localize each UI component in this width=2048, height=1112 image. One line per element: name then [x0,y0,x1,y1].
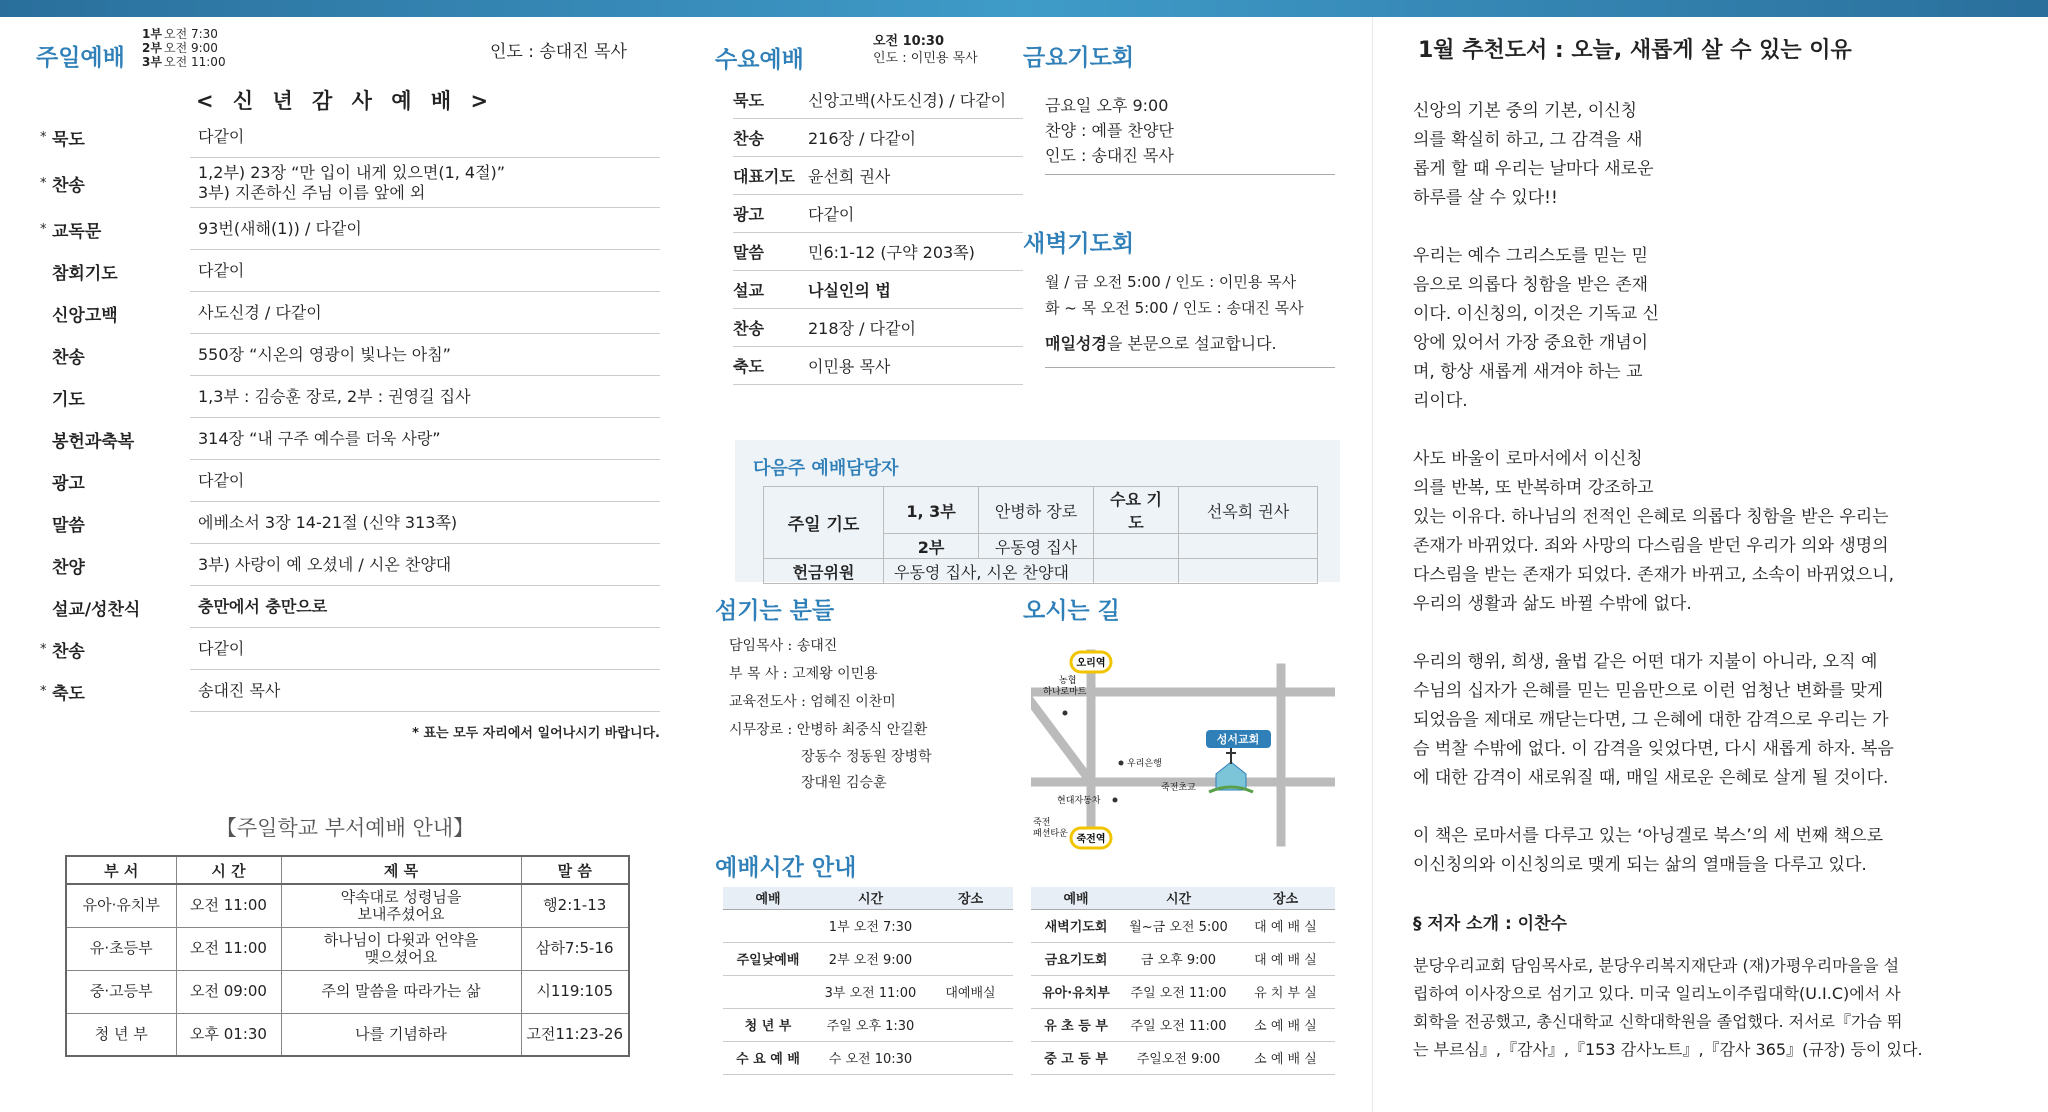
order-label: 교독문 [52,221,102,242]
duty-offering-label: 헌금위원 [764,559,884,584]
order-value: 1,2부) 23장 “만 입이 내게 있으면(1, 4절)” 3부) 지존하신 주님 이름 앞에 외 [190,158,660,208]
school-cell: 시119:105 [521,970,629,1013]
school-cell: 삼하7:5-16 [521,927,629,970]
servant-line: 부 목 사 : 고제왕 이민용 [729,666,878,682]
duty-sunday-label: 주일 기도 [764,487,884,559]
times-cell [723,909,813,942]
author-title: § 저자 소개 : 이찬수 [1413,914,1567,934]
stand-marker: * [40,641,47,657]
duty-title: 다음주 예배담당자 [753,458,899,479]
station-label: 오리역 [1076,658,1106,669]
wednesday-label: 찬송 [733,319,764,338]
times-row [1031,909,1335,942]
friday-info [1045,93,1335,175]
sunday-times [142,27,226,69]
order-row [40,502,660,544]
times-cell: 주일 오후 1:30 [813,1008,928,1041]
order-value: 충만에서 충만으로 [190,586,660,628]
times-cell [928,942,1013,975]
order-value: 사도신경 / 다같이 [190,292,660,334]
school-cell: 고전11:23-26 [521,1013,629,1056]
times-row [723,1041,1013,1074]
times-header: 장소 [928,887,1013,909]
school-label: 죽전초교 [1161,783,1196,793]
order-label: 축도 [52,683,85,704]
dawn-note [1045,331,1335,357]
duty-empty-cell [1094,534,1179,559]
servant-line: 장대원 김승훈 [801,775,887,791]
times-cell [928,1041,1013,1074]
church-icon [1209,748,1253,792]
bank-dot [1119,761,1124,766]
wednesday-row [733,271,1023,309]
servant-line: 시무장로 : 안병하 최중식 안길환 [729,722,928,738]
order-label: 묵도 [52,129,85,150]
school-section-title: 【주일학교 부서예배 안내】 [215,816,475,840]
sunday-title: 주일예배 [36,45,125,71]
order-row [40,376,660,418]
times-row [723,942,1013,975]
servant-line: 담임목사 : 송대진 [729,638,838,654]
servants-list [729,632,932,796]
mart-label-line: 농협 [1059,676,1077,686]
duty-name: 안병하 장로 [979,487,1094,534]
stand-marker: * [40,221,47,237]
book-paragraph: 우리는 예수 그리스도를 믿는 믿 음으로 의롭다 칭함을 받은 존재 이다. 이신칭의, 이것은 기독교 신 앙에 있어서 가장 중요한 개념이 며, 항상 새롭게 새겨야 하는 교 리이다. [1413,246,1659,411]
order-value: 314장 “내 구주 예수를 더욱 사랑” [190,418,660,460]
order-value: 다같이 [190,460,660,502]
dawn-title: 새벽기도회 [1023,231,1135,257]
order-row [40,116,660,158]
town-label-line: 죽전 [1033,818,1051,828]
duty-box [735,440,1340,582]
order-label: 참회기도 [52,263,118,284]
duty-empty-cell [1179,534,1318,559]
order-value: 1,3부 : 김승훈 장로, 2부 : 권영길 집사 [190,376,660,418]
servant-line: 교육전도사 : 엄혜진 이찬미 [729,694,896,710]
times-header: 예배 [1031,887,1121,909]
order-row [40,544,660,586]
times-header: 시간 [1121,887,1236,909]
order-row [40,460,660,502]
order-label: 광고 [52,473,85,494]
order-value: 다같이 [190,250,660,292]
times-row [723,909,1013,942]
times-row [1031,1041,1335,1074]
order-value: 93번(새해(1)) / 다같이 [190,208,660,250]
friday-line: 금요일 오후 9:00 [1045,96,1169,115]
order-row [40,334,660,376]
times-cell [928,1008,1013,1041]
stand-marker: * [40,175,47,191]
mart-dot [1063,711,1068,716]
daily-bible-word: 매일성경 [1045,334,1107,353]
wednesday-value: 다같이 [808,205,855,224]
times-cell: 중 고 등 부 [1031,1041,1121,1074]
order-value: 다같이 [190,628,660,670]
car-label: 현대자동차 [1057,796,1101,806]
times-cell: 대 예 배 실 [1236,909,1335,942]
school-row [66,1013,629,1056]
times-cell: 주일오전 9:00 [1121,1041,1236,1074]
wednesday-value: 218장 / 다같이 [808,319,916,338]
order-value: 다같이 [190,116,660,158]
school-cell: 청 년 부 [66,1013,176,1056]
school-header: 부 서 [66,856,176,884]
times-cell [723,975,813,1008]
order-label: 말씀 [52,515,85,536]
author-body: 분당우리교회 담임목사로, 분당우리복지재단과 (재)가평우리마을을 설 립하여 이사장으로 섬기고 있다. 미국 일리노이주립대학(U.I.C)에서 사 회학을 전공했고, 총신대학교 신학대학원을 졸업했다. 저서로『가슴 뛰 는 부르심』,『감사』,『153 감사노트』,『감사 365』(규장) 등이 있다. [1413,956,1923,1059]
wednesday-value: 신앙고백(사도신경) / 다같이 [808,91,1007,110]
duty-wed-name: 선옥희 권사 [1179,487,1318,534]
wednesday-row [733,233,1023,271]
order-label: 봉헌과축복 [52,431,135,452]
wednesday-label: 대표기도 [733,167,795,186]
town-label-line: 패션타운 [1033,829,1068,839]
times-cell: 금요기도회 [1031,942,1121,975]
sunday-order-list [40,116,660,712]
times-cell: 주일낮예배 [723,942,813,975]
dawn-line: 월 / 금 오전 5:00 / 인도 : 이민용 목사 [1045,273,1297,291]
duty-part: 1, 3부 [884,487,979,534]
times-header: 예배 [723,887,813,909]
wednesday-label: 말씀 [733,243,764,262]
times-table-right [1031,887,1335,1075]
duty-wed-label: 수요 기도 [1094,487,1179,534]
dawn-info [1045,269,1335,368]
school-cell: 중·고등부 [66,970,176,1013]
order-label: 찬송 [52,347,85,368]
sunday-time-row: 1부 오전 7:30 [142,27,218,41]
top-banner-bar [0,0,2048,17]
times-title: 예배시간 안내 [715,855,857,881]
wednesday-row [733,195,1023,233]
times-cell: 청 년 부 [723,1008,813,1041]
times-cell: 유 초 등 부 [1031,1008,1121,1041]
school-cell: 주의 말씀을 따라가는 삶 [281,970,521,1013]
duty-name: 우동영 집사 [979,534,1094,559]
sunday-time-row: 2부 오전 9:00 [142,41,218,55]
order-row [40,208,660,250]
school-header: 제 목 [281,856,521,884]
duty-part: 2부 [884,534,979,559]
school-row [66,927,629,970]
dawn-note-rest: 을 본문으로 설교합니다. [1106,334,1277,353]
mart-label-line: 하나로마트 [1043,687,1087,697]
times-cell: 3부 오전 11:00 [813,975,928,1008]
order-label: 찬송 [52,175,85,196]
directions-map [1031,632,1335,862]
times-header: 장소 [1236,887,1335,909]
times-cell: 금 오후 9:00 [1121,942,1236,975]
wednesday-row [733,309,1023,347]
wednesday-value: 윤선희 권사 [808,167,891,186]
order-row [40,250,660,292]
book-paragraph: 사도 바울이 로마서에서 이신칭 의를 반복, 또 반복하며 강조하고 있는 이유다. 하나님의 전적인 은혜로 의롭다 칭함을 받은 우리는 존재가 바뀌었다. 죄와 사망의 다스림을 받던 우리가 의와 생명의 다스림을 받는 존재가 되었다. 존재가 바뀌고, 소속이 바뀌었으니, 우리의 생활과 삶도 바뀔 수밖에 없다. [1413,449,1895,614]
duty-table [763,486,1318,584]
times-cell: 대예배실 [928,975,1013,1008]
wednesday-row [733,81,1023,119]
wednesday-value: 나실인의 법 [808,281,891,300]
stand-marker: * [40,683,47,699]
dawn-line: 화 ~ 목 오전 5:00 / 인도 : 송대진 목사 [1045,299,1304,317]
bank-label: 우리은행 [1127,759,1162,769]
order-label: 신앙고백 [52,305,118,326]
school-cell: 유·초등부 [66,927,176,970]
times-row [723,975,1013,1008]
school-cell: 행2:1-13 [521,884,629,927]
times-row [1031,942,1335,975]
times-cell: 유아·유치부 [1031,975,1121,1008]
wednesday-value: 이민용 목사 [808,357,891,376]
times-cell: 월~금 오전 5:00 [1121,909,1236,942]
order-value: 에베소서 3장 14-21절 (신약 313쪽) [190,502,660,544]
school-row [66,970,629,1013]
book-column [1372,17,2048,1112]
service-title: < 신 년 감 사 예 배 > [195,89,495,113]
order-row [40,628,660,670]
sunday-leader: 인도 : 송대진 목사 [490,42,627,62]
wednesday-row [733,157,1023,195]
church-label: 성서교회 [1216,733,1260,746]
school-cell: 하나님이 다윗과 언약을 맺으셨어요 [281,927,521,970]
order-label: 설교/성찬식 [52,599,141,620]
school-cell: 오전 11:00 [176,927,281,970]
map-title: 오시는 길 [1023,598,1120,624]
school-row [66,884,629,927]
friday-title: 금요기도회 [1023,45,1135,71]
mart-label [1043,674,1087,697]
book-paragraph: 신앙의 기본 중의 기본, 이신칭 의를 확실히 하고, 그 감격을 새 롭게 할 때 우리는 날마다 새로운 하루를 살 수 있다!! [1413,101,1654,208]
wednesday-label: 묵도 [733,91,764,110]
times-cell: 소 예 배 실 [1236,1041,1335,1074]
school-cell: 오전 11:00 [176,884,281,927]
order-row [40,158,660,208]
times-cell: 주일 오전 11:00 [1121,1008,1236,1041]
times-cell: 1부 오전 7:30 [813,909,928,942]
wednesday-time-info [873,33,978,67]
school-header: 시 간 [176,856,281,884]
friday-line: 인도 : 송대진 목사 [1045,146,1174,165]
duty-empty-cell [1179,559,1318,584]
school-cell: 유아·유치부 [66,884,176,927]
school-table [65,855,630,1057]
car-dot [1113,798,1118,803]
wednesday-label: 축도 [733,357,764,376]
school-header: 말 씀 [521,856,629,884]
wednesday-label: 설교 [733,281,764,300]
order-value: 송대진 목사 [190,670,660,712]
friday-line: 찬양 : 예플 찬양단 [1045,121,1174,140]
order-row [40,586,660,628]
stand-marker: * [40,129,47,145]
book-title: 1월 추천도서 : 오늘, 새롭게 살 수 있는 이유 [1418,38,1852,63]
order-row [40,670,660,712]
wednesday-time: 오전 10:30 [873,34,945,49]
wednesday-row [733,347,1023,385]
times-row [723,1008,1013,1041]
order-label: 찬양 [52,557,85,578]
times-cell: 주일 오전 11:00 [1121,975,1236,1008]
times-row [1031,975,1335,1008]
book-paragraph: 우리의 행위, 희생, 율법 같은 어떤 대가 지불이 아니라, 오직 예 수님의 십자가 은혜를 믿는 믿음만으로 이런 엄청난 변화를 맞게 되었음을 제대로 깨닫는다면, 그 은혜에 대한 감격으로 우리는 가 슴 벅찰 수밖에 없다. 이 감격을 잊었다면, 다시 새롭게 하자. 복음 에 대한 감격이 새로워질 때, 매일 새로운 은혜로 살게 될 것이다. [1413,652,1894,788]
wednesday-row [733,119,1023,157]
order-value: 3부) 사랑이 예 오셨네 / 시온 찬양대 [190,544,660,586]
wednesday-value: 민6:1-12 (구약 203쪽) [808,243,975,262]
duty-offering-names: 우동영 집사, 시온 찬양대 [884,559,1094,584]
wednesday-leader: 인도 : 이민용 목사 [873,51,978,66]
sunday-column [30,17,660,1112]
town-label [1033,816,1068,839]
duty-empty-cell [1094,559,1179,584]
wednesday-label: 찬송 [733,129,764,148]
book-paragraph: 이 책은 로마서를 다루고 있는 ‘아닝겔로 북스’의 세 번째 책으로 이신칭의와 이신칭의로 맺게 되는 삶의 열매들을 다루고 있다. [1413,826,1883,875]
book-body [1413,97,1894,909]
wednesday-title: 수요예배 [715,47,804,73]
order-row [40,292,660,334]
times-header: 시간 [813,887,928,909]
school-cell: 오전 09:00 [176,970,281,1013]
servants-title: 섬기는 분들 [715,598,835,624]
times-row [1031,1008,1335,1041]
wednesday-label: 광고 [733,205,764,224]
standing-note: * 표는 모두 자리에서 일어나시기 바랍니다. [412,726,660,741]
times-table-left [723,887,1013,1075]
times-cell: 소 예 배 실 [1236,1008,1335,1041]
times-cell: 대 예 배 실 [1236,942,1335,975]
times-cell: 2부 오전 9:00 [813,942,928,975]
school-cell: 약속대로 성령님을 보내주셨어요 [281,884,521,927]
middle-column [715,17,1345,1112]
times-cell: 유 치 부 실 [1236,975,1335,1008]
school-cell: 오후 01:30 [176,1013,281,1056]
wednesday-value: 216장 / 다같이 [808,129,916,148]
sunday-time-row: 3부 오전 11:00 [142,55,226,69]
times-cell: 새벽기도회 [1031,909,1121,942]
school-cell: 나를 기념하라 [281,1013,521,1056]
order-row [40,418,660,460]
station-label: 죽전역 [1076,834,1106,845]
times-cell: 수 요 예 배 [723,1041,813,1074]
order-label: 찬송 [52,641,85,662]
times-cell: 수 오전 10:30 [813,1041,928,1074]
order-label: 기도 [52,389,85,410]
times-cell [928,909,1013,942]
wednesday-order-list [733,81,1023,385]
servant-line: 장동수 정동원 장병학 [801,749,932,765]
order-value: 550장 “시온의 영광이 빛나는 아침” [190,334,660,376]
